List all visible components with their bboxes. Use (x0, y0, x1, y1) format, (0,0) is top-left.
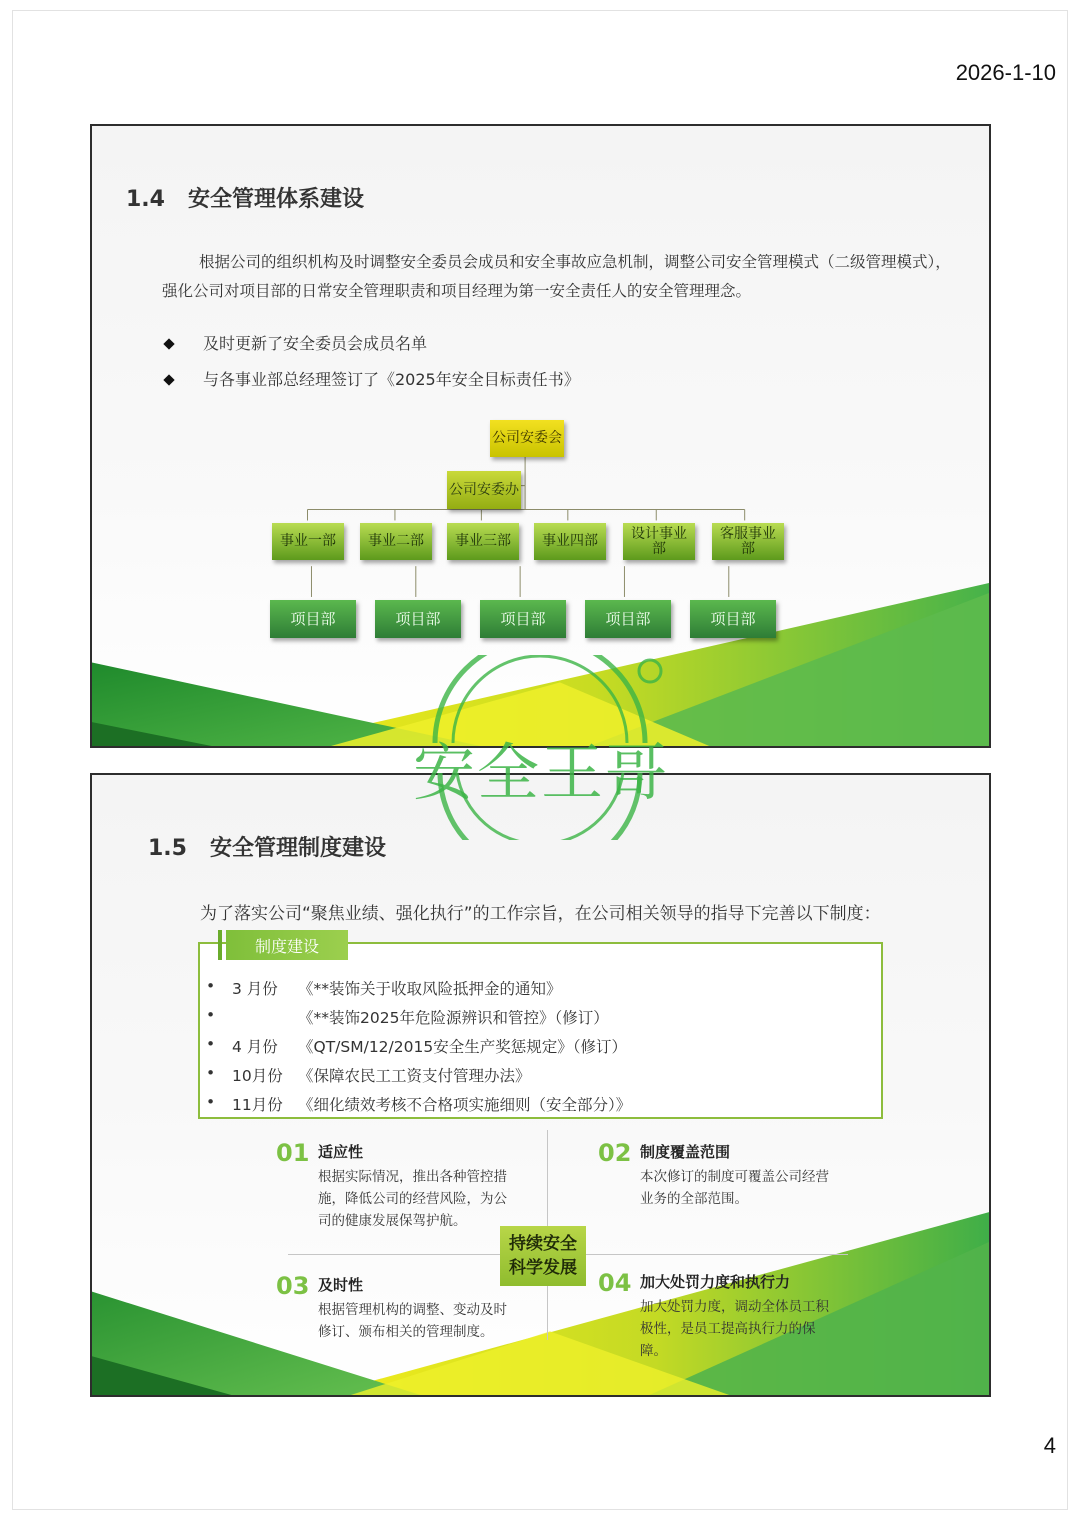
quadrant-number: 04 (598, 1269, 632, 1297)
section-heading: 安全管理体系建设 (188, 187, 365, 212)
rule-document: 《**装饰关于收取风险抵押金的通知》 (298, 980, 562, 998)
slide-safety-rules: 1.5 安全管理制度建设 为了落实公司“聚焦业绩、强化执行”的工作宗旨，在公司相关领导的指导下完善以下制度： 制度建设 • 3 月份 《**装饰关于收取风险抵押金的通知》 • 《**装饰2025年危险源辨识和管控》（修订） • 4 月份 《QT/SM/12/2015安全生产奖惩规定》（修订） • 10月份 《保障农民工工资支付管理办法》 • 11月份 《细化绩效考核不合格项实施细则（安全部分）》 01 适应性 根据实际情况，推出各种管控措施，降低公司的经营风险，为公司的健康发展保驾护航。 02 制度覆盖范围 本次修订的制度可覆盖公司经营业务的全部范围。 03 及时性 根据管理机构的调整、变动及时修订、颁布相关的管理制度。 04 加大处罚力度和执行力 加大处罚力度，调动全体员工积极性，是员工提高执行力的保障。 持续安全 科学发展 (90, 773, 991, 1397)
rule-document: 《保障农民工工资支付管理办法》 (298, 1067, 531, 1085)
org-node-department: 事业四部 (534, 523, 606, 560)
org-node-project: 项目部 (585, 600, 671, 638)
org-node-department: 设计事业部 (623, 523, 695, 560)
quadrant-title: 及时性 (318, 1276, 364, 1294)
quadrant-number: 01 (276, 1139, 310, 1167)
quadrant-title: 加大处罚力度和执行力 (640, 1273, 791, 1291)
org-node-safety-office: 公司安委办 (447, 471, 521, 509)
quadrant-text: 本次修订的制度可覆盖公司经营业务的全部范围。 (640, 1169, 829, 1207)
rules-intro: 为了落实公司“聚焦业绩、强化执行”的工作宗旨，在公司相关领导的指导下完善以下制度： (200, 904, 881, 924)
quadrant-title: 制度覆盖范围 (640, 1143, 731, 1161)
org-node-department: 事业一部 (272, 523, 344, 560)
quadrant-number: 03 (276, 1272, 310, 1300)
section-heading: 安全管理制度建设 (210, 836, 387, 861)
section-title (148, 831, 386, 862)
org-node-project: 项目部 (375, 600, 461, 638)
org-node-department: 事业三部 (447, 523, 519, 560)
org-node-project: 项目部 (270, 600, 356, 638)
page-date: 2026-1-10 (955, 60, 1056, 85)
slide-safety-system (90, 124, 991, 748)
bullet-item: 及时更新了安全委员会成员名单 (162, 326, 580, 362)
rule-month: 11月份 (232, 1096, 283, 1114)
org-node-department: 客服事业部 (712, 523, 784, 560)
org-node-project: 项目部 (690, 600, 776, 638)
rule-month: 4 月份 (232, 1038, 278, 1056)
intro-paragraph: 根据公司的组织机构及时调整安全委员会成员和安全事故应急机制，调整公司安全管理模式（二级管理模式），强化公司对项目部的日常安全管理职责和项目经理为第一安全责任人的安全管理理念。 (162, 253, 951, 300)
quadrant-enforcement (598, 1269, 858, 1369)
org-node-project: 项目部 (480, 600, 566, 638)
page-number: 4 (1043, 1433, 1056, 1458)
rule-document: 《**装饰2025年危险源辨识和管控》（修订） (298, 1009, 609, 1027)
quadrant-adaptability (276, 1139, 516, 1239)
rule-month: 3 月份 (232, 980, 278, 998)
quadrant-text: 根据管理机构的调整、变动及时修订、颁布相关的管理制度。 (318, 1302, 507, 1340)
section-number: 1.4 (126, 187, 165, 212)
quadrant-title: 适应性 (318, 1143, 364, 1161)
rule-document: 《细化绩效考核不合格项实施细则（安全部分）》 (298, 1096, 632, 1114)
center-badge: 持续安全 科学发展 (500, 1226, 586, 1286)
quadrant-text: 加大处罚力度，调动全体员工积极性，是员工提高执行力的保障。 (640, 1299, 829, 1359)
rules-panel-title: 制度建设 (226, 930, 348, 960)
section-number: 1.5 (148, 836, 187, 861)
bullet-item: 与各事业部总经理签订了《2025年安全目标责任书》 (162, 362, 580, 398)
watermark-text: 安全王哥 (412, 736, 669, 809)
quadrant-coverage (598, 1139, 848, 1239)
quadrant-number: 02 (598, 1139, 632, 1167)
quadrant-timeliness (276, 1272, 516, 1352)
rule-document: 《QT/SM/12/2015安全生产奖惩规定》（修订） (298, 1038, 627, 1056)
rule-month: 10月份 (232, 1067, 283, 1085)
org-node-department: 事业二部 (360, 523, 432, 560)
org-node-safety-committee: 公司安委会 (490, 420, 564, 457)
quadrant-text: 根据实际情况，推出各种管控措施，降低公司的经营风险，为公司的健康发展保驾护航。 (318, 1169, 507, 1229)
rules-tab-accent (218, 930, 222, 960)
